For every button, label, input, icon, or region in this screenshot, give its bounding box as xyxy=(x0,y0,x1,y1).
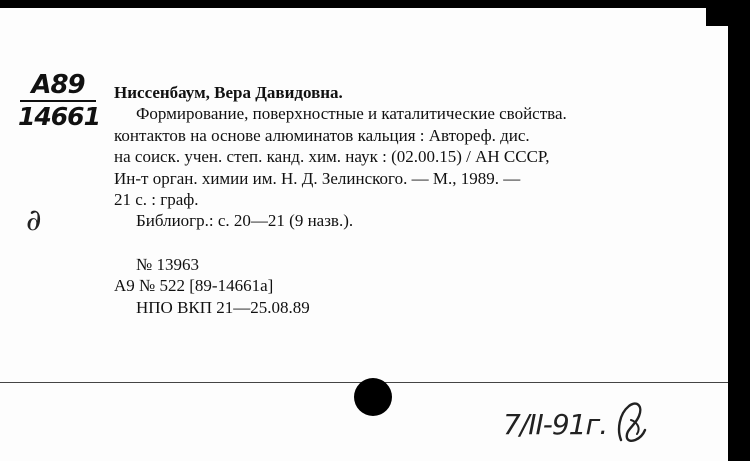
registry-number: № 13963 xyxy=(136,254,199,274)
description-line: Формирование, поверхностные и каталитические свойства. xyxy=(136,104,567,124)
card-corner-shadow xyxy=(706,8,728,26)
registry-npo: НПО ВКП 21—25.08.89 xyxy=(136,297,310,317)
bibliographic-entry xyxy=(114,82,714,318)
description-line: на соиск. учен. степ. канд. хим. наук : (02.00.15) / АН СССР, xyxy=(114,147,550,167)
shelf-mark-bottom: 14661 xyxy=(18,102,100,131)
shelf-mark-top: A89 xyxy=(31,70,85,100)
catalog-card xyxy=(0,8,728,461)
author-heading: Ниссенбаум, Вера Давидовна. xyxy=(114,83,343,102)
bibliography-note: Библиогр.: с. 20—21 (9 назв.). xyxy=(136,211,354,231)
spacer xyxy=(114,232,714,254)
handwritten-side-mark: ∂ xyxy=(26,203,42,238)
handwritten-date-note xyxy=(503,400,649,444)
description-line: контактов на основе алюминатов кальция : Автореф. дис. xyxy=(114,125,530,145)
description-line: Ин-т орган. химии им. Н. Д. Зелинского. — М., 1989. — xyxy=(114,168,521,188)
description-line: 21 с. : граф. xyxy=(114,190,199,210)
shelf-mark xyxy=(18,72,98,130)
signature-icon xyxy=(615,400,649,444)
card-punch-hole xyxy=(354,378,392,416)
registry-a9: А9 № 522 [89-14661а] xyxy=(114,276,274,296)
handwritten-date: 7/II-91г. xyxy=(503,408,608,441)
